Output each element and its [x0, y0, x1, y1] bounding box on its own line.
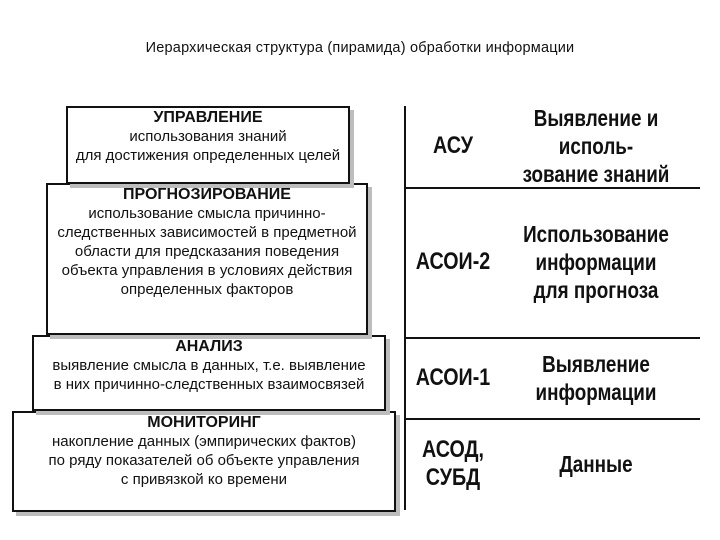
system-label: АСОИ-2 — [415, 248, 491, 275]
level-line: объекта управления в условиях действия — [61, 262, 353, 279]
level-heading: УПРАВЛЕНИЕ — [153, 109, 263, 126]
level-line: по ряду показателей об объекте управления — [48, 452, 360, 469]
level-heading: ПРОГНОЗИРОВАНИЕ — [123, 186, 291, 203]
system-label: АСОД, СУБД — [422, 436, 484, 491]
level-heading: МОНИТОРИНГ — [147, 414, 261, 431]
level-line: накопление данных (эмпирических фактов) — [51, 433, 357, 450]
level-line: с привязкой ко времени — [120, 471, 288, 488]
level-line: выявление смысла в данных, т.е. выявление — [52, 357, 366, 374]
role-label: Выявление информации — [535, 351, 657, 405]
table-left-border — [404, 106, 406, 510]
table-divider — [404, 418, 700, 420]
level-line: в них причинно-следственных взаимосвязей — [53, 376, 365, 393]
system-label: АСОИ-1 — [415, 364, 491, 391]
level-line: следственных зависимостей в предметной — [57, 224, 357, 241]
level-line: для достижения определенных целей — [75, 147, 341, 164]
level-line: использования знаний — [129, 128, 287, 145]
role-label: Использование информации для прогноза — [523, 221, 669, 303]
pyramid-level-monitoring — [12, 411, 396, 512]
system-label: АСУ — [433, 132, 473, 159]
level-line: области для предсказания поведения — [74, 243, 340, 260]
role-label: Данные — [559, 451, 633, 477]
page-title: Иерархическая структура (пирамида) обработки информации — [145, 40, 575, 56]
pyramid-level-management — [66, 106, 350, 184]
level-line: определенных факторов — [120, 281, 294, 298]
table-divider — [404, 337, 700, 339]
pyramid-level-forecasting — [46, 183, 368, 335]
pyramid-level-analysis — [32, 335, 386, 411]
level-heading: АНАЛИЗ — [175, 338, 243, 355]
level-line: использование смысла причинно- — [88, 205, 326, 222]
role-label: Выявление и исполь- зование знаний — [522, 105, 670, 187]
